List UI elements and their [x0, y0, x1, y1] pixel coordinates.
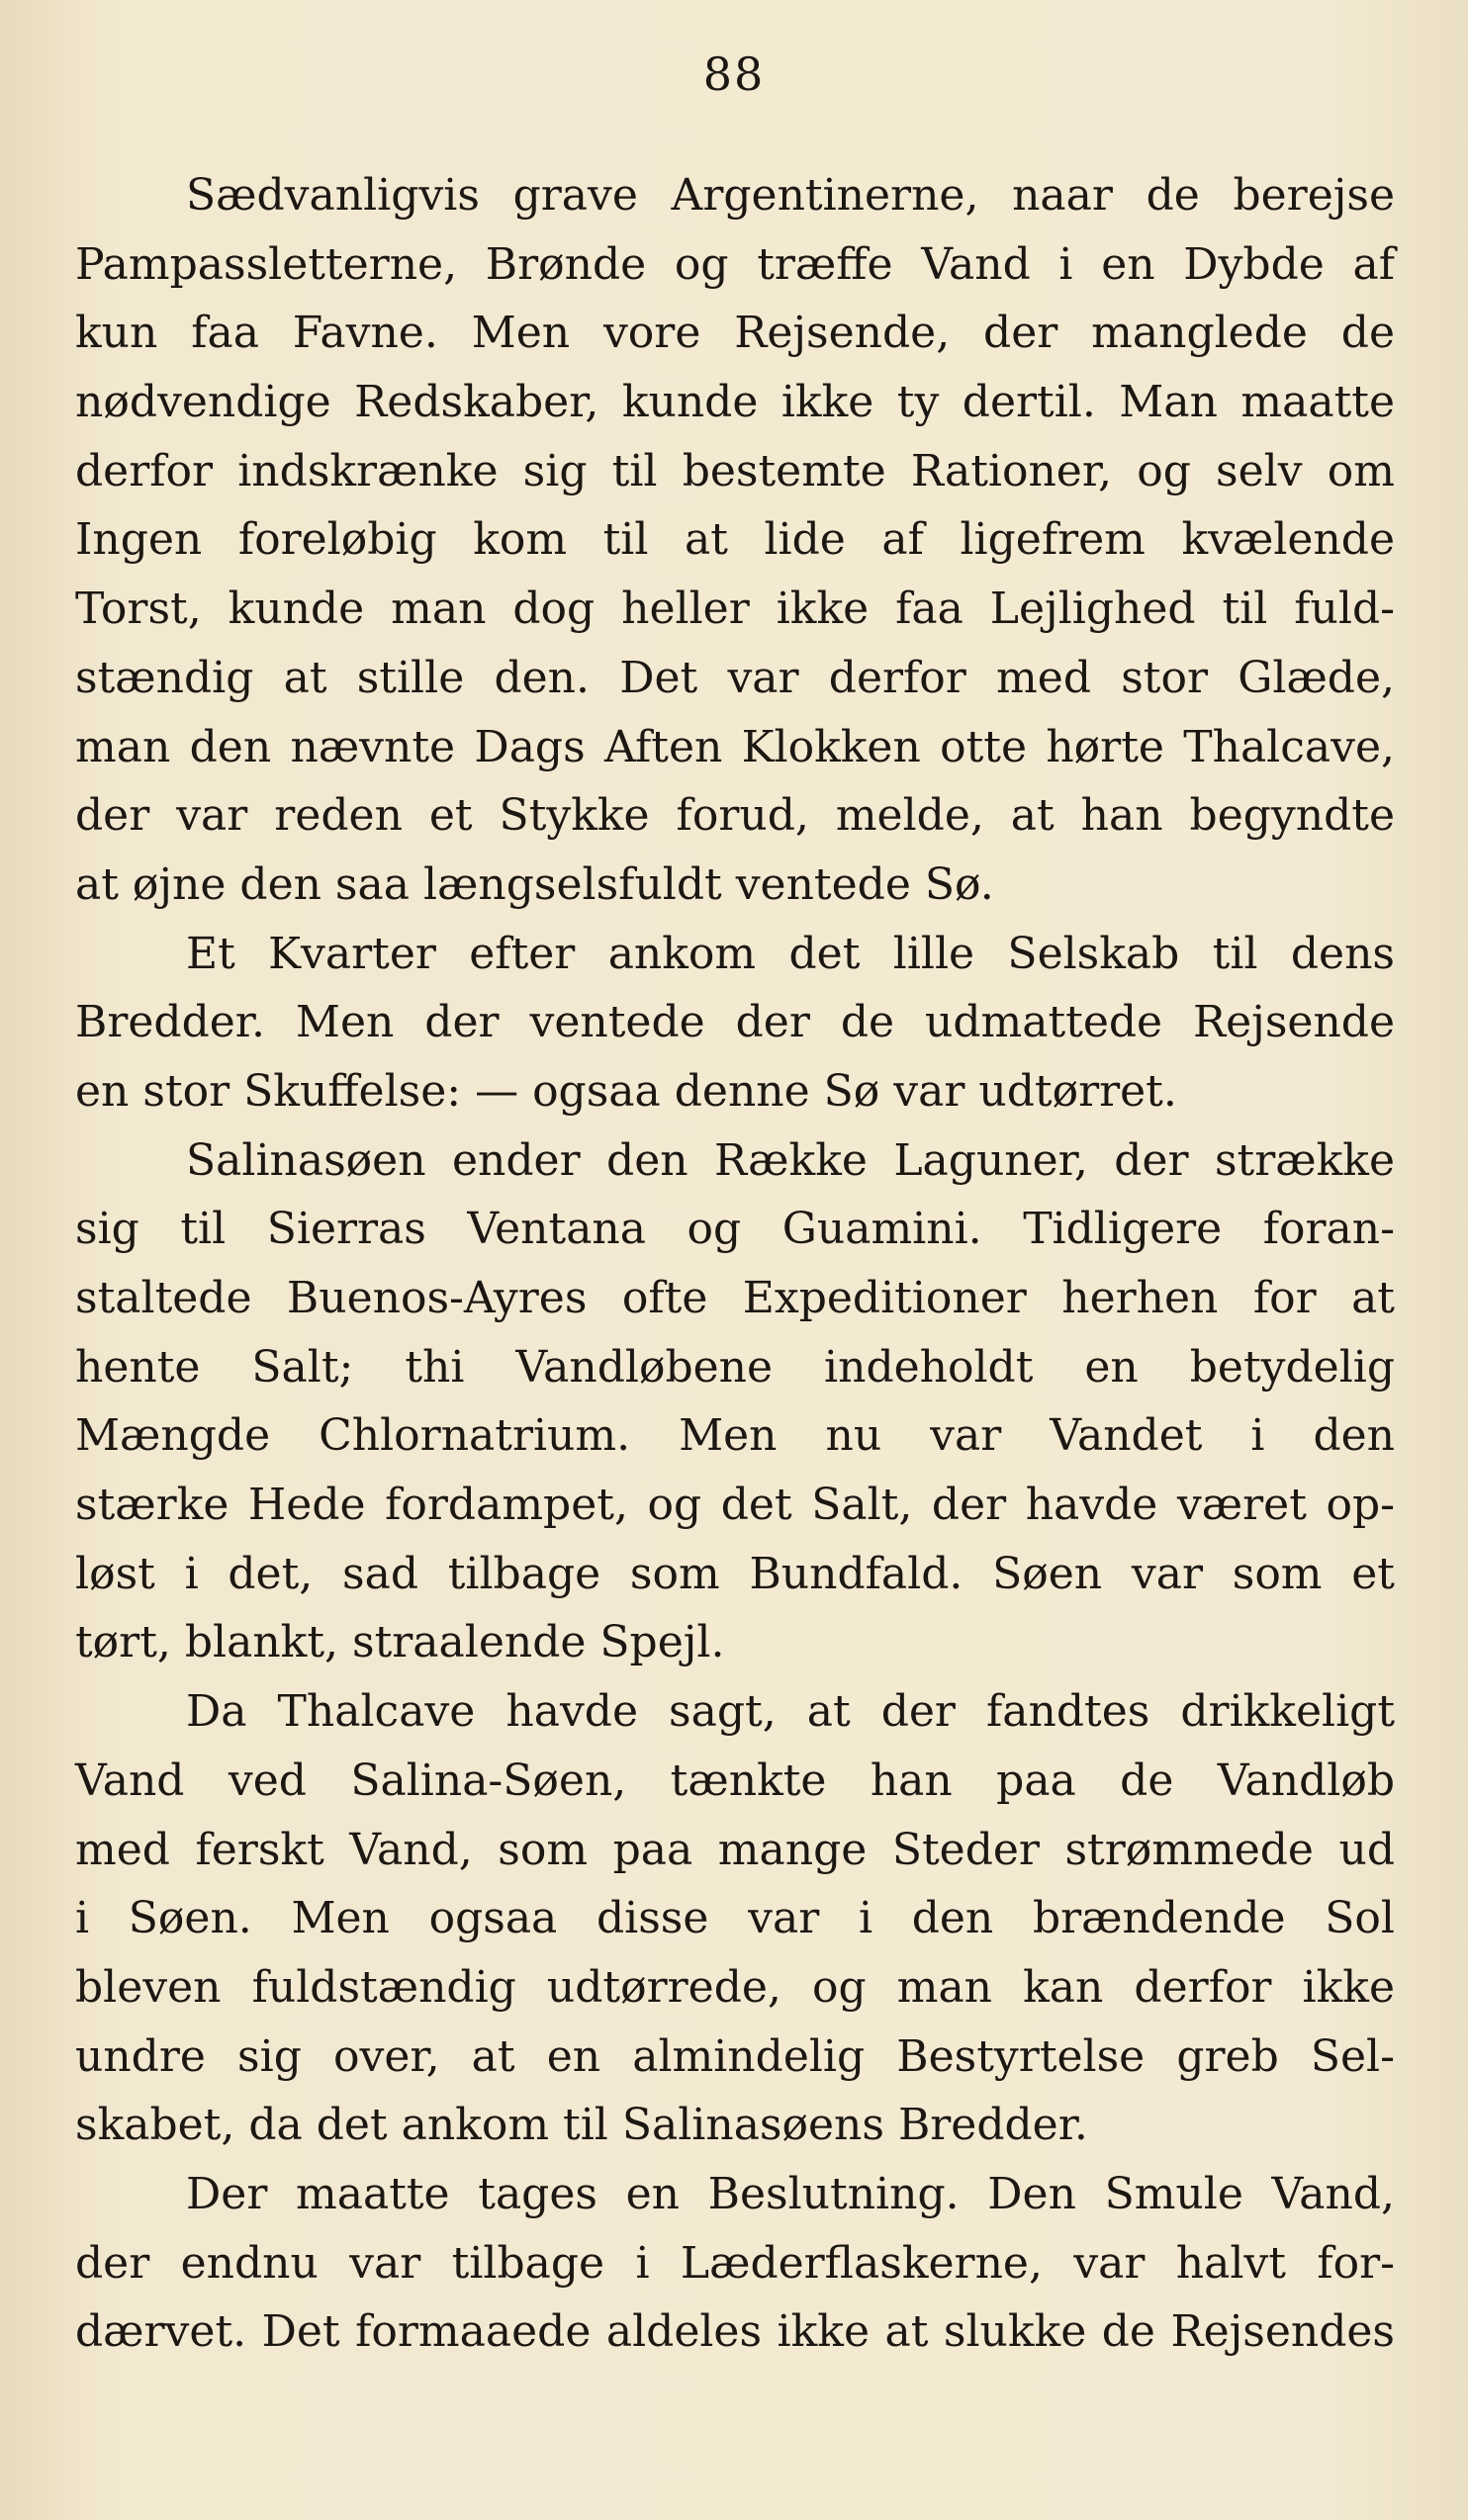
text-line-10: der var reden et Stykke forud, melde, at han begyndte — [75, 790, 1395, 842]
text-line-22: tørt, blankt, straalende Spejl. — [75, 1617, 725, 1668]
text-line-4: nødvendige Redskaber, kunde ikke ty dertil. Man maatte — [75, 377, 1395, 428]
text-line-25: med ferskt Vand, som paa mange Steder strømmede ud — [75, 1824, 1395, 1875]
text-line-21: løst i det, sad tilbage som Bundfald. Søen var som et — [75, 1548, 1395, 1599]
text-line-28: undre sig over, at en almindelig Bestyrtelse greb Sel- — [75, 2030, 1395, 2082]
text-line-5: derfor indskrænke sig til bestemte Rationer, og selv om — [75, 445, 1395, 496]
body-text — [75, 161, 1395, 2367]
text-line-6: Ingen foreløbig kom til at lide af ligefrem kvælende — [75, 514, 1395, 566]
text-line-29: skabet, da det ankom til Salinasøens Bredder. — [75, 2100, 1088, 2151]
text-line-15: Salinasøen ender den Række Laguner, der strække — [186, 1134, 1395, 1186]
text-line-26: i Søen. Men ogsaa disse var i den brændende Sol — [75, 1893, 1395, 1944]
text-line-17: staltede Buenos-Ayres ofte Expeditioner herhen for at — [75, 1273, 1395, 1323]
text-line-3: kun faa Favne. Men vore Rejsende, der manglede de — [75, 308, 1395, 359]
text-line-18: hente Salt; thi Vandløbene indeholdt en betydelig — [75, 1341, 1395, 1393]
text-line-9: man den nævnte Dags Aften Klokken otte hørte Thalcave, — [75, 721, 1395, 772]
text-line-12: Et Kvarter efter ankom det lille Selskab til dens — [186, 928, 1395, 979]
text-line-20: stærke Hede fordampet, og det Salt, der havde været op- — [75, 1480, 1395, 1531]
text-line-2: Pampassletterne, Brønde og træffe Vand i en Dybde af — [75, 238, 1395, 290]
text-line-27: bleven fuldstændig udtørrede, og man kan derfor ikke — [75, 1961, 1395, 2013]
text-line-13: Bredder. Men der ventede der de udmattede Rejsende — [75, 997, 1395, 1048]
text-line-7: Torst, kunde man dog heller ikke faa Lejlighed til fuld- — [75, 584, 1395, 635]
text-line-19: Mængde Chlornatrium. Men nu var Vandet i den — [75, 1410, 1395, 1462]
text-line-30: Der maatte tages en Beslutning. Den Smule Vand, — [186, 2168, 1395, 2219]
page-number: 88 — [702, 47, 766, 101]
text-line-23: Da Thalcave havde sagt, at der fandtes drikkeligt — [186, 1686, 1395, 1738]
text-line-32: dærvet. Det formaaede aldeles ikke at slukke de Rejsendes — [75, 2306, 1395, 2358]
text-line-11: at øjne den saa længselsfuldt ventede Sø. — [75, 858, 994, 910]
text-line-24: Vand ved Salina-Søen, tænkte han paa de Vandløb — [75, 1755, 1395, 1806]
text-line-14: en stor Skuffelse: — ogsaa denne Sø var udtørret. — [75, 1065, 1177, 1117]
text-line-1: Sædvanligvis grave Argentinerne, naar de berejse — [186, 170, 1395, 221]
text-line-16: sig til Sierras Ventana og Guamini. Tidligere foran- — [75, 1204, 1395, 1255]
text-line-31: der endnu var tilbage i Læderflaskerne, var halvt for- — [75, 2237, 1395, 2289]
text-line-8: stændig at stille den. Det var derfor med stor Glæde, — [75, 652, 1395, 703]
